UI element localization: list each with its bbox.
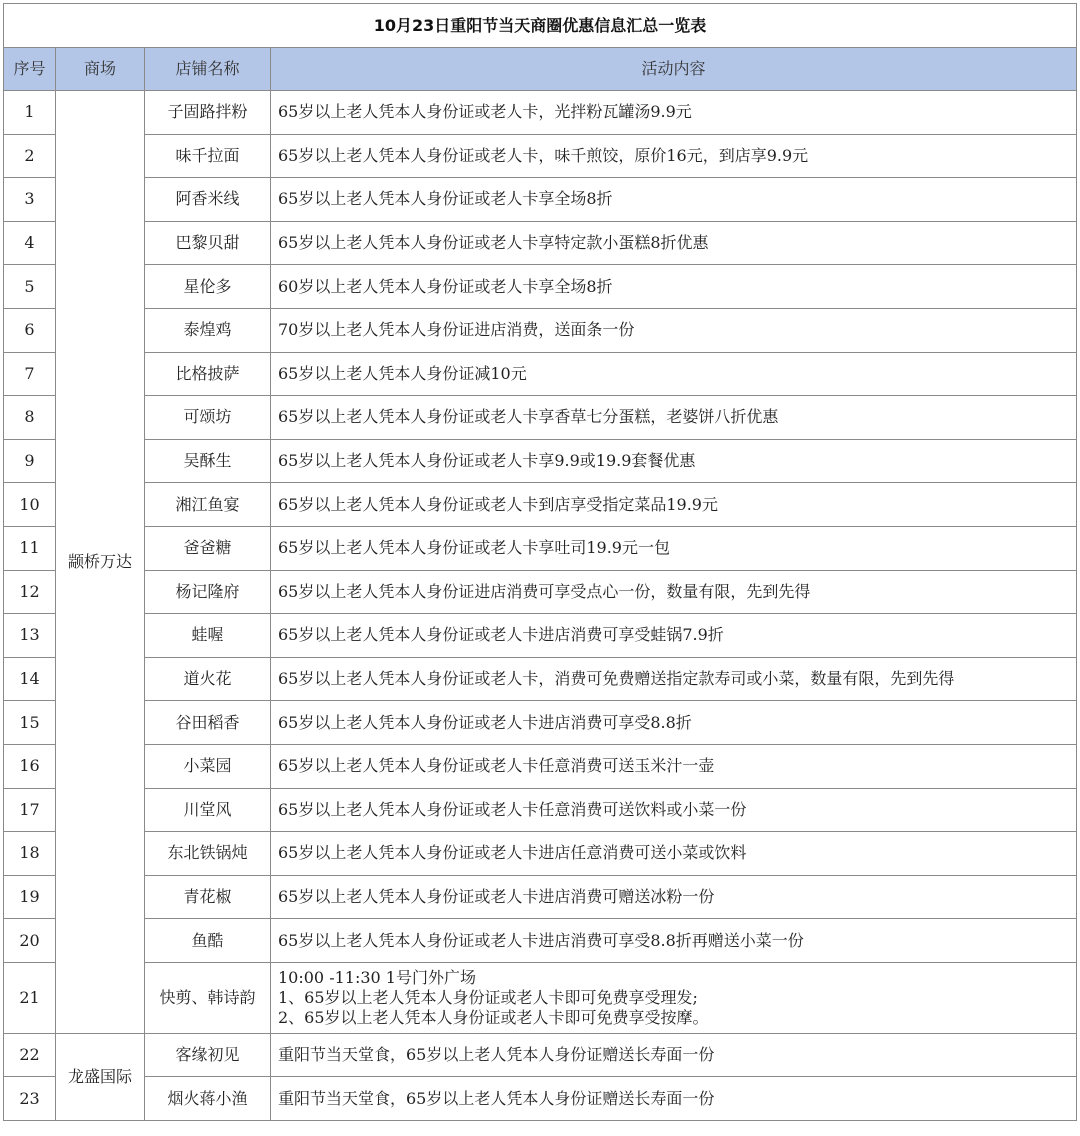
table-row (4, 526, 1077, 570)
shop-name: 阿香米线 (145, 178, 271, 222)
shop-name: 鱼酷 (145, 919, 271, 963)
mall-name: 龙盛国际 (56, 1033, 145, 1120)
activity-content: 65岁以上老人凭本人身份证或老人卡，消费可免费赠送指定款寿司或小菜，数量有限，先到先得 (271, 657, 1077, 701)
table-row (4, 134, 1077, 178)
activity-content: 70岁以上老人凭本人身份证进店消费，送面条一份 (271, 308, 1077, 352)
activity-content: 65岁以上老人凭本人身份证或老人卡，味千煎饺，原价16元，到店享9.9元 (271, 134, 1077, 178)
header-index: 序号 (4, 48, 56, 91)
table-row (4, 265, 1077, 309)
row-index: 20 (4, 919, 56, 963)
shop-name: 杨记隆府 (145, 570, 271, 614)
row-index: 6 (4, 308, 56, 352)
table-row (4, 1077, 1077, 1121)
row-index: 10 (4, 483, 56, 527)
shop-name: 巴黎贝甜 (145, 221, 271, 265)
header-shop: 店铺名称 (145, 48, 271, 91)
header-row (4, 48, 1077, 91)
row-index: 14 (4, 657, 56, 701)
table-row (4, 1033, 1077, 1077)
table-row (4, 91, 1077, 135)
table-row (4, 221, 1077, 265)
row-index: 13 (4, 614, 56, 658)
activity-content: 65岁以上老人凭本人身份证或老人卡任意消费可送饮料或小菜一份 (271, 788, 1077, 832)
shop-name: 湘江鱼宴 (145, 483, 271, 527)
table-row (4, 483, 1077, 527)
row-index: 17 (4, 788, 56, 832)
row-index: 8 (4, 396, 56, 440)
shop-name: 泰煌鸡 (145, 308, 271, 352)
table-row (4, 788, 1077, 832)
activity-content: 65岁以上老人凭本人身份证或老人卡进店消费可享受8.8折 (271, 701, 1077, 745)
table-row (4, 308, 1077, 352)
activity-line: 1、65岁以上老人凭本人身份证或老人卡即可免费享受理发; (278, 987, 698, 1007)
shop-name: 味千拉面 (145, 134, 271, 178)
shop-name: 可颂坊 (145, 396, 271, 440)
table-row (4, 657, 1077, 701)
activity-content: 65岁以上老人凭本人身份证或老人卡享特定款小蛋糕8折优惠 (271, 221, 1077, 265)
activity-content: 65岁以上老人凭本人身份证进店消费可享受点心一份，数量有限，先到先得 (271, 570, 1077, 614)
row-index: 21 (4, 962, 56, 1033)
activity-content: 65岁以上老人凭本人身份证或老人卡进店任意消费可送小菜或饮料 (271, 832, 1077, 876)
shop-name: 谷田稻香 (145, 701, 271, 745)
mall-name: 颛桥万达 (56, 91, 145, 1034)
shop-name: 道火花 (145, 657, 271, 701)
table-row (4, 352, 1077, 396)
shop-name: 青花椒 (145, 875, 271, 919)
activity-content: 65岁以上老人凭本人身份证或老人卡享吐司19.9元一包 (271, 526, 1077, 570)
row-index: 22 (4, 1033, 56, 1077)
shop-name: 川堂风 (145, 788, 271, 832)
shop-name: 东北铁锅炖 (145, 832, 271, 876)
table-row (4, 614, 1077, 658)
row-index: 11 (4, 526, 56, 570)
promo-table (3, 3, 1077, 1121)
header-mall: 商场 (56, 48, 145, 91)
shop-name: 小菜园 (145, 744, 271, 788)
activity-content: 65岁以上老人凭本人身份证减10元 (271, 352, 1077, 396)
row-index: 12 (4, 570, 56, 614)
row-index: 4 (4, 221, 56, 265)
activity-content: 65岁以上老人凭本人身份证或老人卡进店消费可享受蛙锅7.9折 (271, 614, 1077, 658)
activity-content: 重阳节当天堂食，65岁以上老人凭本人身份证赠送长寿面一份 (271, 1077, 1077, 1121)
shop-name: 客缘初见 (145, 1033, 271, 1077)
header-activity: 活动内容 (271, 48, 1077, 91)
row-index: 3 (4, 178, 56, 222)
row-index: 5 (4, 265, 56, 309)
table-row (4, 701, 1077, 745)
shop-name: 蛙喔 (145, 614, 271, 658)
table-row (4, 962, 1077, 1033)
activity-content: 65岁以上老人凭本人身份证或老人卡，光拌粉瓦罐汤9.9元 (271, 91, 1077, 135)
row-index: 9 (4, 439, 56, 483)
activity-content: 65岁以上老人凭本人身份证或老人卡进店消费可享受8.8折再赠送小菜一份 (271, 919, 1077, 963)
activity-content: 65岁以上老人凭本人身份证或老人卡任意消费可送玉米汁一壶 (271, 744, 1077, 788)
activity-content (271, 962, 1077, 1033)
shop-name: 爸爸糖 (145, 526, 271, 570)
table-title: 10月23日重阳节当天商圈优惠信息汇总一览表 (4, 4, 1077, 48)
table-row (4, 439, 1077, 483)
row-index: 19 (4, 875, 56, 919)
shop-name: 烟火蒋小渔 (145, 1077, 271, 1121)
table-row (4, 178, 1077, 222)
table-row (4, 875, 1077, 919)
activity-content: 65岁以上老人凭本人身份证或老人卡到店享受指定菜品19.9元 (271, 483, 1077, 527)
shop-name: 星伦多 (145, 265, 271, 309)
activity-content: 65岁以上老人凭本人身份证或老人卡进店消费可赠送冰粉一份 (271, 875, 1077, 919)
activity-content: 65岁以上老人凭本人身份证或老人卡享9.9或19.9套餐优惠 (271, 439, 1077, 483)
activity-content: 60岁以上老人凭本人身份证或老人卡享全场8折 (271, 265, 1077, 309)
row-index: 18 (4, 832, 56, 876)
shop-name: 比格披萨 (145, 352, 271, 396)
table-body (4, 91, 1077, 1121)
table-row (4, 744, 1077, 788)
activity-line: 2、65岁以上老人凭本人身份证或老人卡即可免费享受按摩。 (278, 1007, 709, 1027)
shop-name: 子固路拌粉 (145, 91, 271, 135)
row-index: 15 (4, 701, 56, 745)
activity-content: 65岁以上老人凭本人身份证或老人卡享香草七分蛋糕，老婆饼八折优惠 (271, 396, 1077, 440)
activity-content: 65岁以上老人凭本人身份证或老人卡享全场8折 (271, 178, 1077, 222)
activity-line: 10:00 -11:30 1号门外广场 (278, 967, 476, 987)
row-index: 7 (4, 352, 56, 396)
row-index: 16 (4, 744, 56, 788)
table-row (4, 570, 1077, 614)
table-row (4, 832, 1077, 876)
row-index: 2 (4, 134, 56, 178)
table-row (4, 919, 1077, 963)
row-index: 23 (4, 1077, 56, 1121)
shop-name: 快剪、韩诗韵 (145, 962, 271, 1033)
shop-name: 吴酥生 (145, 439, 271, 483)
row-index: 1 (4, 91, 56, 135)
activity-content: 重阳节当天堂食，65岁以上老人凭本人身份证赠送长寿面一份 (271, 1033, 1077, 1077)
table-row (4, 396, 1077, 440)
